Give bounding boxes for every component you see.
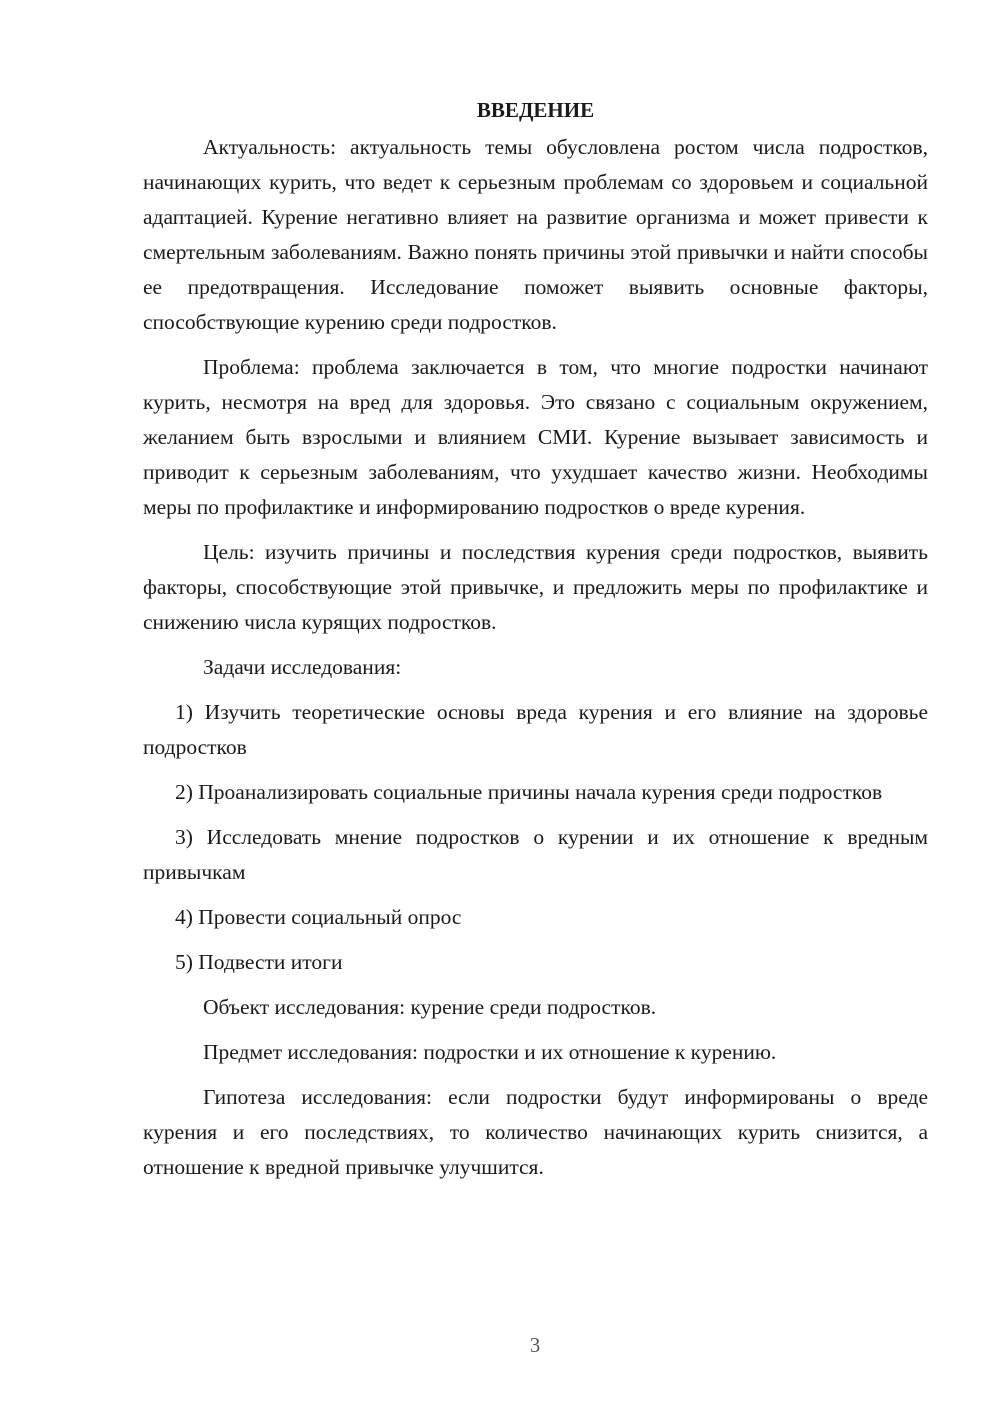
paragraph-relevance: Актуальность: актуальность темы обусловлена ростом числа подростков, начинающих курить, что ведет к серьезным проблемам со здоровьем и социальной адаптацией. Курение негативно влияет на развитие организма и может привести к смертельным заболеваниям. Важно понять причины этой привычки и найти способы ее предотвращения. Исследование поможет выявить основные факторы, способствующие курению среди подростков.	[143, 135, 928, 334]
paragraph-hypothesis: Гипотеза исследования: если подростки будут информированы о вреде курения и его последствиях, то количество начинающих курить снизится, а отношение к вредной привычке улучшится.	[143, 1085, 928, 1179]
task-item-3: 3) Исследовать мнение подростков о курении и их отношение к вредным привычкам	[143, 825, 928, 884]
task-item-4: 4) Провести социальный опрос	[175, 905, 462, 929]
task-item-5: 5) Подвести итоги	[175, 950, 343, 974]
task-item-2: 2) Проанализировать социальные причины начала курения среди подростков	[175, 780, 883, 804]
paragraph-goal: Цель: изучить причины и последствия курения среди подростков, выявить факторы, способствующие этой привычке, и предложить меры по профилактике и снижению числа курящих подростков.	[143, 540, 928, 634]
page-number: 3	[529, 1333, 541, 1357]
task-item-1: 1) Изучить теоретические основы вреда курения и его влияние на здоровье подростков	[143, 700, 928, 759]
paragraph-tasks-heading: Задачи исследования:	[203, 655, 402, 679]
paragraph-problem: Проблема: проблема заключается в том, что многие подростки начинают курить, несмотря на вред для здоровья. Это связано с социальным окружением, желанием быть взрослыми и влиянием СМИ. Курение вызывает зависимость и приводит к серьезным заболеваниям, что ухудшает качество жизни. Необходимы меры по профилактике и информированию подростков о вреде курения.	[143, 355, 928, 519]
paragraph-subject: Предмет исследования: подростки и их отношение к курению.	[203, 1040, 777, 1064]
document-page	[143, 90, 928, 1195]
paragraph-object: Объект исследования: курение среди подростков.	[203, 995, 657, 1019]
section-title: ВВЕДЕНИЕ	[476, 98, 595, 122]
